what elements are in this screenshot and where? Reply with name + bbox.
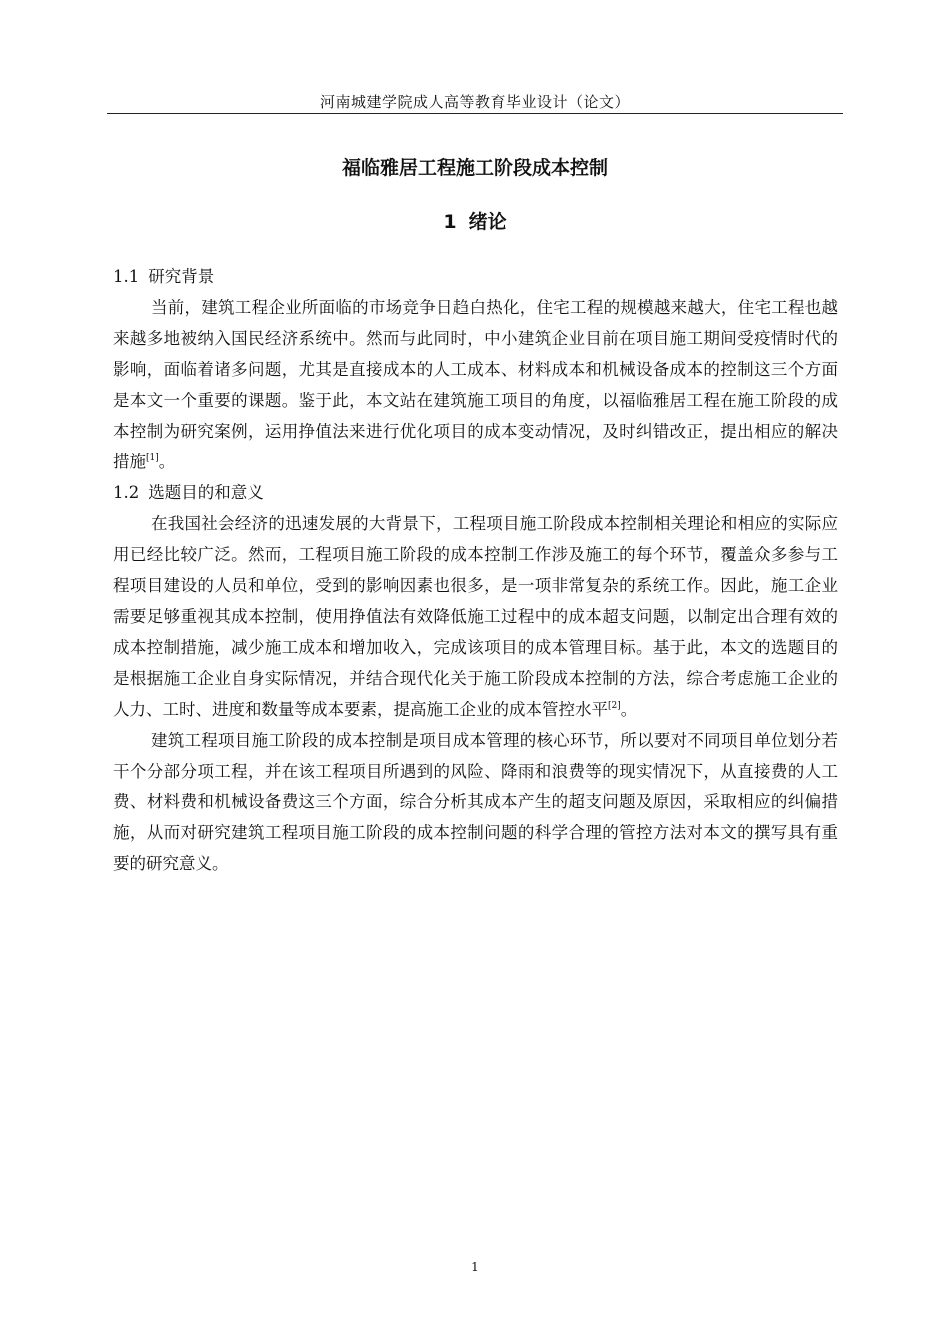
chapter-number: 1 [443, 211, 457, 233]
paragraph-text: 当前，建筑工程企业所面临的市场竞争日趋白热化，住宅工程的规模越来越大，住宅工程也越来越多地被纳入国民经济系统中。然而与此同时，中小建筑企业目前在项目施工期间受疫情时代的影响，面临着诸多问题，尤其是直接成本的人工成本、材料成本和机械设备成本的控制这三个方面是本文一个重要的课题。鉴于此，本文站在建筑施工项目的角度，以福临雅居工程在施工阶段的成本控制为研究案例，运用挣值法来进行优化项目的成本变动情况，及时纠错改正，提出相应的解决措施 [113, 297, 838, 472]
section-title: 选题目的和意义 [148, 483, 264, 503]
section-title: 研究背景 [148, 267, 215, 286]
paragraph-purpose [113, 509, 838, 725]
citation-ref-1[interactable]: [1] [146, 453, 159, 464]
paragraph-tail: 。 [620, 699, 638, 719]
running-header: 河南城建学院成人高等教育毕业设计（论文） [319, 93, 630, 111]
chapter-name: 绪论 [468, 211, 507, 233]
body-text [113, 262, 838, 880]
section-number: 1.1 [113, 267, 140, 286]
citation-ref-2[interactable]: [2] [608, 700, 621, 711]
paragraph-tail: 。 [158, 452, 176, 472]
paragraph-background [113, 293, 838, 478]
page-number: 1 [471, 1260, 479, 1274]
paper-title: 福临雅居工程施工阶段成本控制 [341, 157, 608, 179]
header-rule [107, 113, 843, 114]
section-heading-1-2 [113, 478, 838, 509]
paragraph-significance [113, 726, 838, 881]
chapter-title [107, 208, 843, 236]
section-number: 1.2 [113, 483, 140, 503]
paragraph-text: 在我国社会经济的迅速发展的大背景下，工程项目施工阶段成本控制相关理论和相应的实际应用已经比较广泛。然而，工程项目施工阶段的成本控制工作涉及施工的每个环节，覆盖众多参与工程项目建设的人员和单位，受到的影响因素也很多，是一项非常复杂的系统工作。因此，施工企业需要足够重视其成本控制，使用挣值法有效降低施工过程中的成本超支问题，以制定出合理有效的成本控制措施，减少施工成本和增加收入，完成该项目的成本管理目标。基于此，本文的选题目的是根据施工企业自身实际情况，并结合现代化关于施工阶段成本控制的方法，综合考虑施工企业的人力、工时、进度和数量等成本要素，提高施工企业的成本管控水平 [113, 514, 838, 719]
section-heading-1-1 [113, 262, 838, 293]
paragraph-text: 建筑工程项目施工阶段的成本控制是项目成本管理的核心环节，所以要对不同项目单位划分若干个分部分项工程，并在该工程项目所遇到的风险、降雨和浪费等的现实情况下，从直接费的人工费、材料费和机械设备费这三个方面，综合分析其成本产生的超支问题及原因，采取相应的纠偏措施，从而对研究建筑工程项目施工阶段的成本控制问题的科学合理的管控方法对本文的撰写具有重要的研究意义。 [113, 730, 838, 874]
